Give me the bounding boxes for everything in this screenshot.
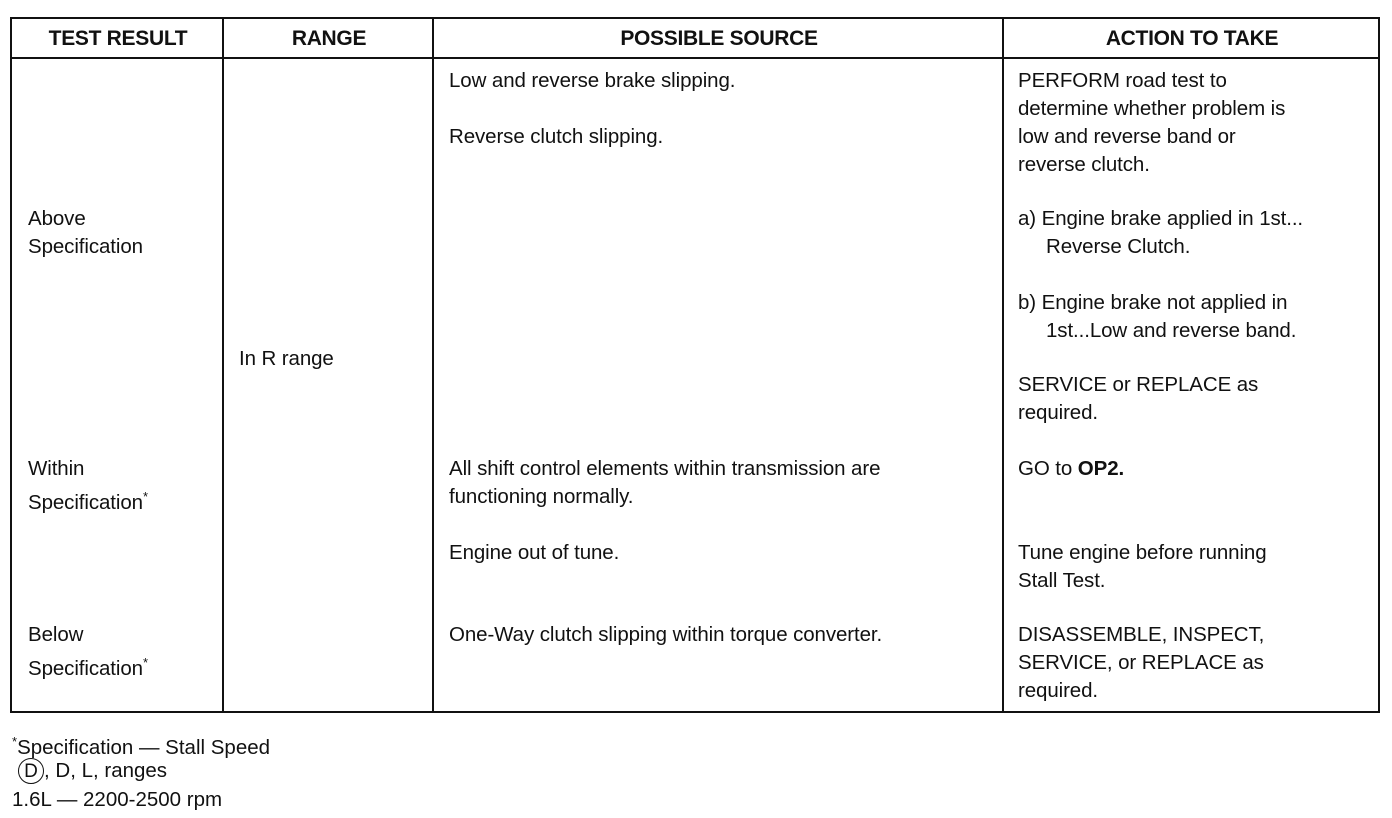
action-engine-brake-not-applied: b) Engine brake not applied in 1st...Low and reverse band. — [1018, 291, 1297, 342]
footnote-ranges: D , D, L, ranges — [18, 757, 167, 785]
result-below: Below Specification* — [28, 623, 148, 680]
source-one-way-clutch: One-Way clutch slipping within torque converter. — [449, 623, 883, 646]
source-low-reverse-brake: Low and reverse brake slipping. — [449, 69, 736, 92]
result-above: Above Specification — [28, 207, 143, 258]
header-range: RANGE — [291, 27, 367, 50]
action-tune-engine: Tune engine before running Stall Test. — [1018, 541, 1267, 592]
result-within: Within Specification* — [28, 457, 148, 514]
header-possible-source: POSSIBLE SOURCE — [620, 27, 818, 50]
action-service-replace: SERVICE or REPLACE as required. — [1018, 373, 1259, 424]
header-action-to-take: ACTION TO TAKE — [1105, 27, 1279, 50]
footnote-rpm: 1.6L — 2200-2500 rpm — [12, 788, 223, 811]
diagnosis-table — [10, 17, 1380, 713]
source-shift-elements: All shift control elements within transmission are functioning normally. — [449, 457, 881, 508]
column-divider — [1002, 19, 1004, 711]
action-go-to-op2: GO to OP2. — [1018, 457, 1125, 480]
source-reverse-clutch: Reverse clutch slipping. — [449, 125, 664, 148]
column-divider — [432, 19, 434, 711]
header-test-result: TEST RESULT — [48, 27, 188, 50]
action-road-test: PERFORM road test to determine whether problem is low and reverse band or reverse clutch. — [1018, 69, 1286, 176]
source-engine-tune: Engine out of tune. — [449, 541, 620, 564]
range-value: In R range — [239, 347, 334, 370]
column-divider — [222, 19, 224, 711]
table-header-row — [12, 19, 1378, 59]
circled-d-icon: D — [18, 758, 44, 784]
footnote-stall-speed: *Specification — Stall Speed — [12, 734, 271, 759]
action-engine-brake-applied: a) Engine brake applied in 1st... Reverse Clutch. — [1018, 207, 1304, 258]
action-disassemble: DISASSEMBLE, INSPECT, SERVICE, or REPLACE as required. — [1018, 623, 1265, 702]
